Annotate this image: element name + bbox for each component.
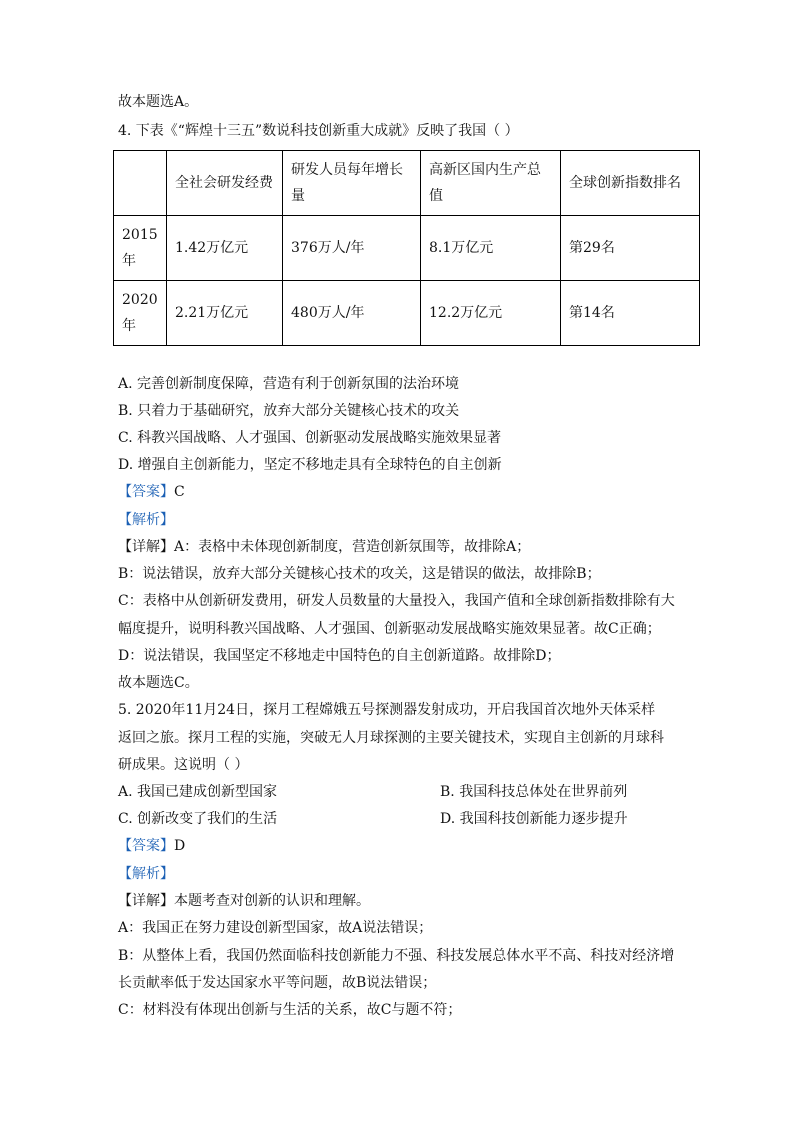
q4-option-c: C. 科教兴国战略、人才强国、创新驱动发展战略实施效果显著 <box>118 430 502 446</box>
answer-value: C <box>174 484 185 500</box>
table-header-row <box>114 151 700 216</box>
achievement-table <box>113 150 700 346</box>
answer-value: D <box>174 838 186 854</box>
q5-detail-b1: B：从整体上看，我国仍然面临科技创新能力不强、科技发展总体水平不高、科技对经济增 <box>118 948 675 964</box>
q5-detail-a: A：我国正在努力建设创新型国家，故A说法错误； <box>118 920 433 936</box>
q5-option-a: A. 我国已建成创新型国家 <box>118 784 278 800</box>
q5-option-d: D. 我国科技创新能力逐步提升 <box>440 811 628 827</box>
q4-detail-d: D：说法错误，我国坚定不移地走中国特色的自主创新道路。故排除D； <box>118 648 561 664</box>
q5-detail-intro <box>118 891 370 911</box>
detail-tag: 【详解】 <box>118 539 174 555</box>
q5-detail-b2: 长贡献率低于发达国家水平等问题，故B说法错误； <box>118 975 437 991</box>
table-row <box>114 281 700 346</box>
table-cell: 第29名 <box>561 216 700 281</box>
conclusion-line: 故本题选A。 <box>118 94 199 110</box>
q4-option-d: D. 增强自主创新能力，坚定不移地走具有全球特色的自主创新 <box>118 457 502 473</box>
table-header-cell: 全社会研发经费 <box>167 151 283 216</box>
question-4-stem: 4. 下表《“辉煌十三五”数说科技创新重大成就》反映了我国（ ） <box>118 123 519 139</box>
table-cell: 2015年 <box>114 216 167 281</box>
table-header-cell: 全球创新指数排名 <box>561 151 700 216</box>
table-cell: 8.1万亿元 <box>421 216 561 281</box>
table-cell: 376万人/年 <box>283 216 421 281</box>
detail-tag: 【详解】 <box>118 893 174 909</box>
table-header-cell: 研发人员每年增长量 <box>283 151 421 216</box>
table-cell: 480万人/年 <box>283 281 421 346</box>
q4-detail-a <box>118 537 530 557</box>
q5-option-b: B. 我国科技总体处在世界前列 <box>440 784 628 800</box>
q5-analysis-tag: 【解析】 <box>118 866 174 882</box>
table-header-cell: 高新区国内生产总值 <box>421 151 561 216</box>
question-5-stem-2: 返回之旅。探月工程的实施，突破无人月球探测的主要关键技术，实现自主创新的月球科 <box>118 730 664 746</box>
table-row <box>114 216 700 281</box>
detail-text: 本题考查对创新的认识和理解。 <box>174 893 370 909</box>
q4-detail-b: B：说法错误，放弃大部分关键核心技术的攻关，这是错误的做法，故排除B； <box>118 566 601 582</box>
table-cell: 12.2万亿元 <box>421 281 561 346</box>
q4-detail-c1: C：表格中从创新研发费用，研发人员数量的大量投入，我国产值和全球创新指数排除有大 <box>118 593 675 609</box>
q4-option-b: B. 只着力于基础研究，放弃大部分关键核心技术的攻关 <box>118 403 460 419</box>
q5-answer <box>118 836 185 856</box>
q4-option-a: A. 完善创新制度保障，营造有利于创新氛围的法治环境 <box>118 376 460 392</box>
detail-text: A：表格中未体现创新制度，营造创新氛围等，故排除A； <box>174 539 531 555</box>
q5-detail-c: C：材料没有体现出创新与生活的关系，故C与题不符； <box>118 1002 462 1018</box>
q4-answer <box>118 482 185 502</box>
table-cell: 第14名 <box>561 281 700 346</box>
q4-detail-c2: 幅度提升，说明科教兴国战略、人才强国、创新驱动发展战略实施效果显著。故C正确； <box>118 621 661 637</box>
table-header-cell <box>114 151 167 216</box>
answer-tag: 【答案】 <box>118 484 174 500</box>
table-cell: 2.21万亿元 <box>167 281 283 346</box>
table-cell: 2020年 <box>114 281 167 346</box>
question-5-stem-1: 5. 2020年11月24日，探月工程嫦娥五号探测器发射成功，开启我国首次地外天体采样 <box>118 702 656 718</box>
q5-option-c: C. 创新改变了我们的生活 <box>118 811 278 827</box>
q4-conclusion: 故本题选C。 <box>118 675 199 691</box>
answer-tag: 【答案】 <box>118 838 174 854</box>
q4-analysis-tag: 【解析】 <box>118 512 174 528</box>
question-5-stem-3: 研成果。这说明（ ） <box>118 757 249 773</box>
table-cell: 1.42万亿元 <box>167 216 283 281</box>
